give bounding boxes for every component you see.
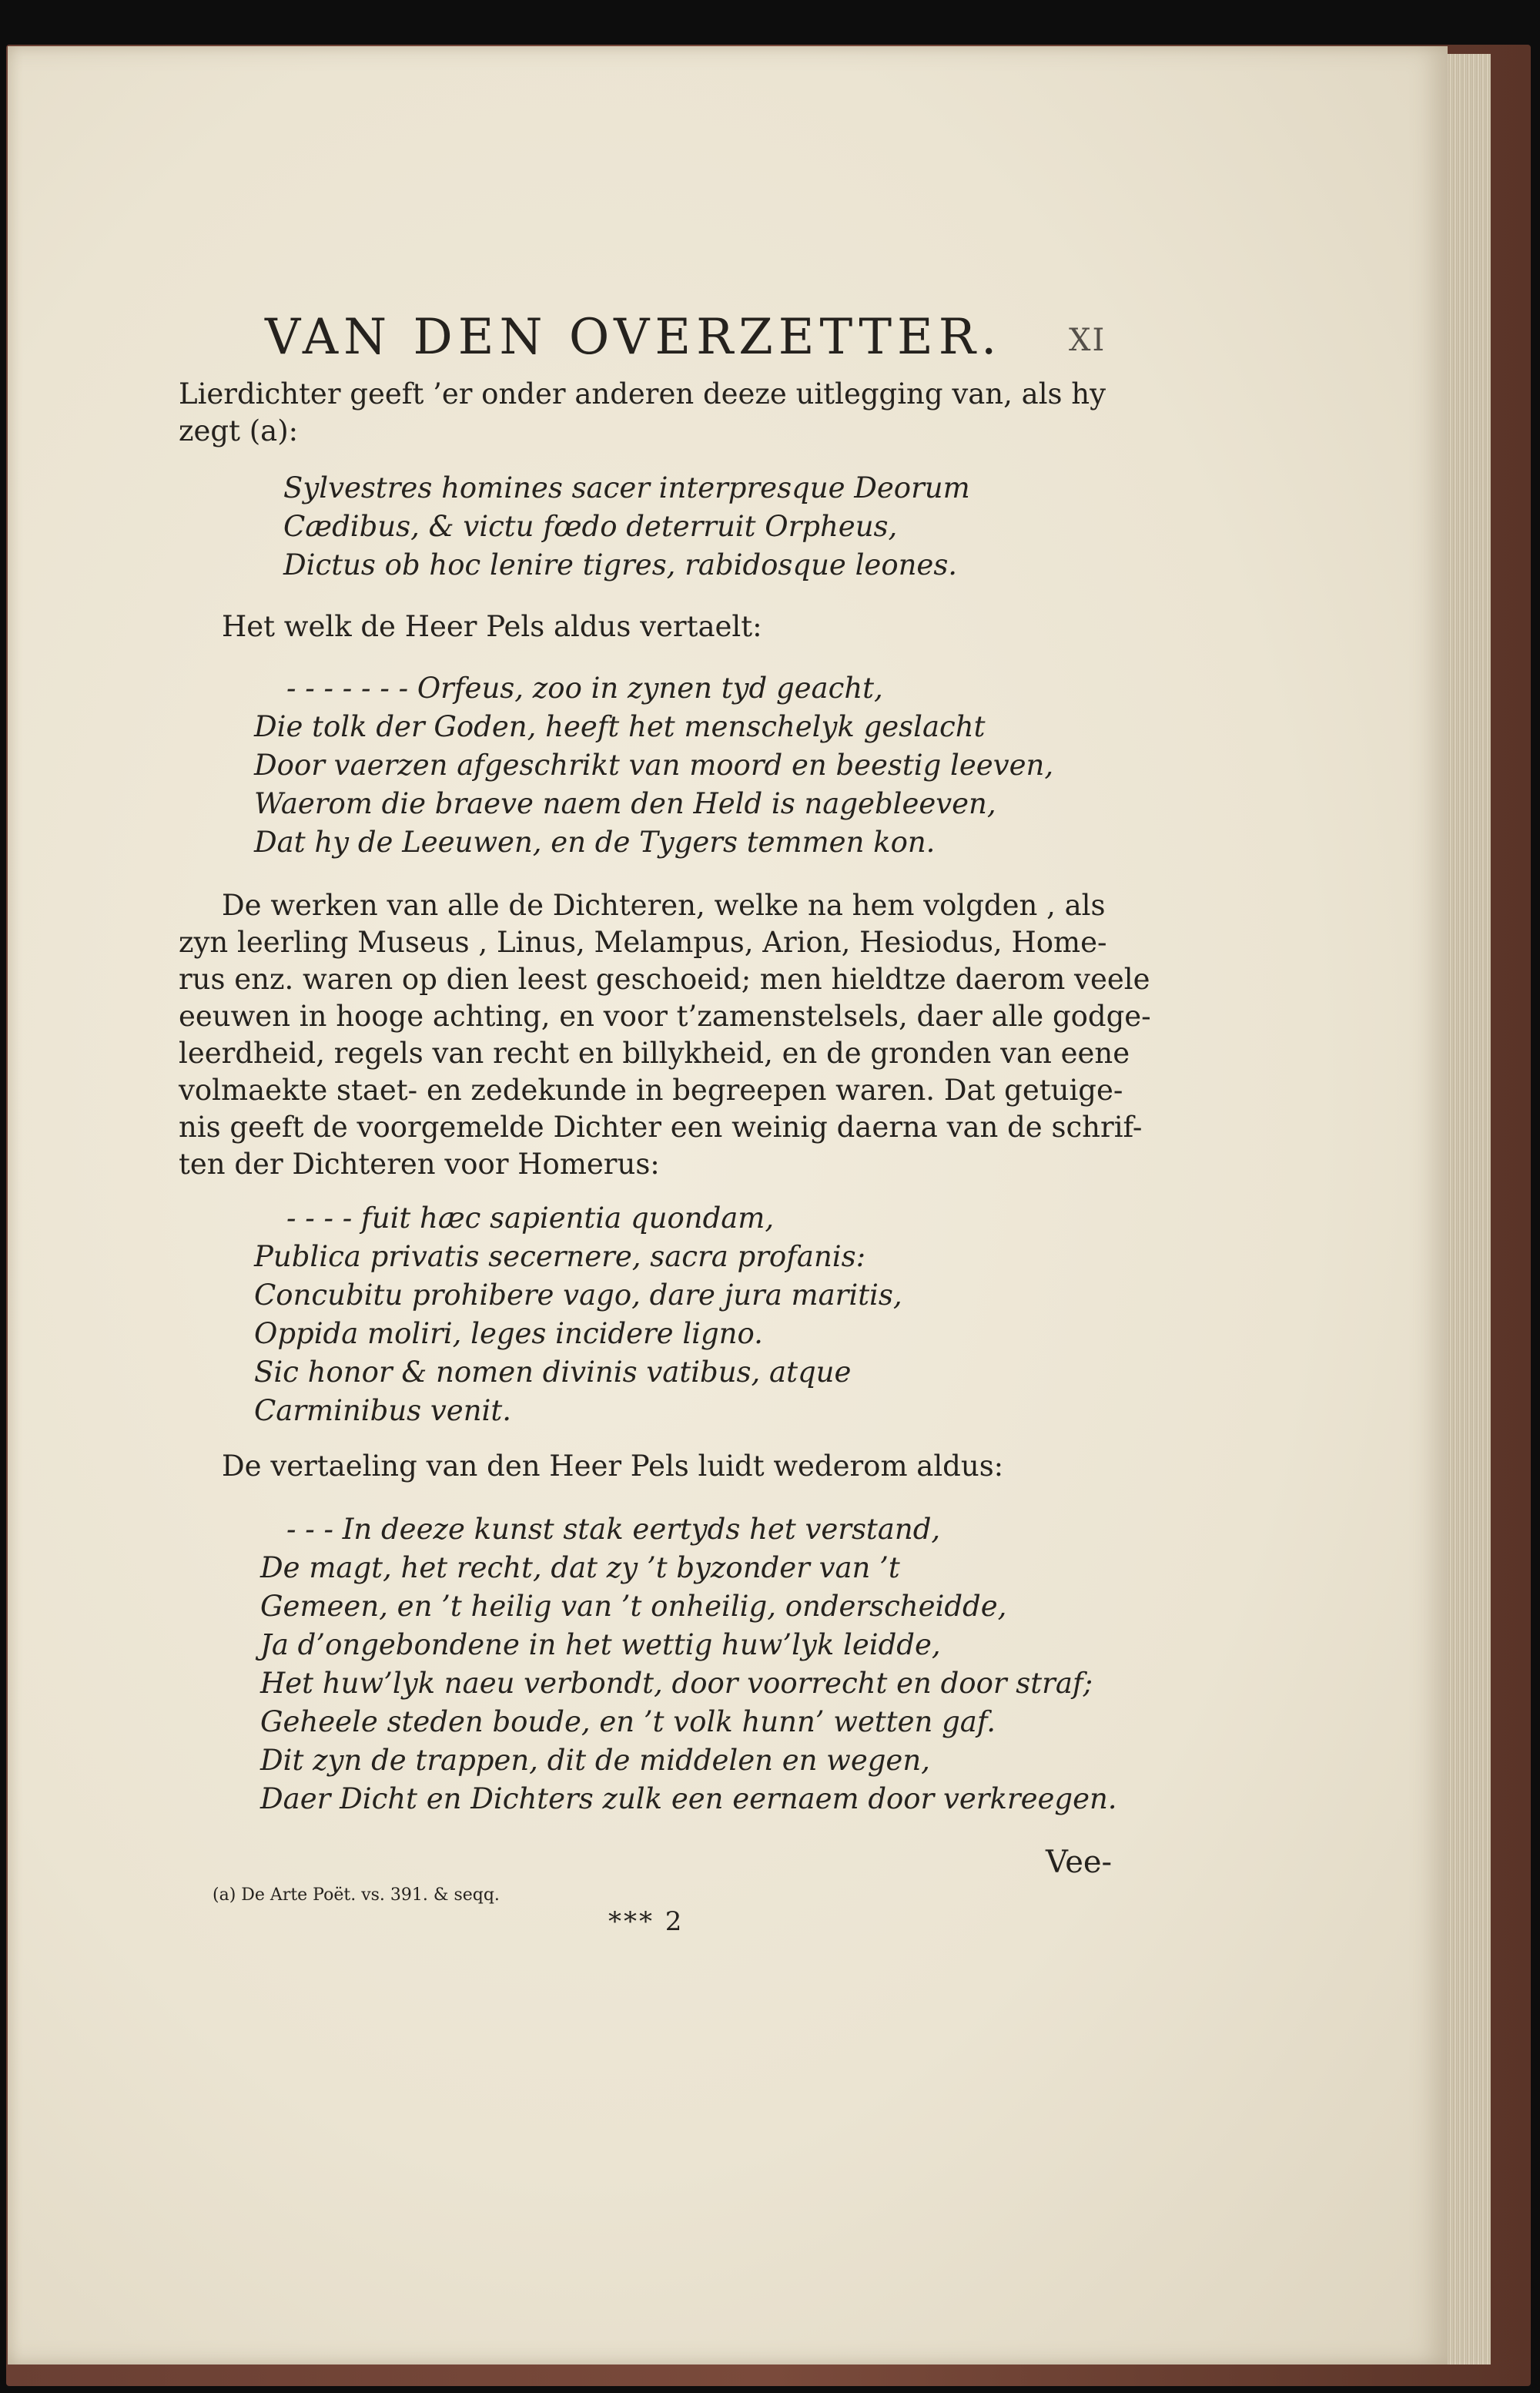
paragraph-line-7: nis geeft de voorgemelde Dichter een weinig daerna van de schrif- xyxy=(179,1111,1143,1144)
verse3-line-4: Oppida moliri, leges incidere ligno. xyxy=(254,1317,763,1350)
intro-line-2: zegt (a): xyxy=(179,414,299,447)
verse1-line-1: Sylvestres homines sacer interpresque Deorum xyxy=(283,471,970,504)
catchword: Vee- xyxy=(1046,1845,1113,1880)
verse3-line-5: Sic honor & nomen divinis vatibus, atque xyxy=(254,1356,852,1389)
verse3-line-1: - - - - fuit hæc sapientia quondam, xyxy=(286,1202,775,1235)
paragraph-line-1: De werken van alle de Dichteren, welke na hem volgden , als xyxy=(222,889,1106,922)
verse4-line-2: De magt, het recht, dat zy ’t byzonder van ’t xyxy=(260,1551,900,1584)
paragraph-line-2: zyn leerling Museus , Linus, Melampus, Arion, Hesiodus, Home- xyxy=(179,926,1107,959)
paragraph-line-8: ten der Dichteren voor Homerus: xyxy=(179,1148,660,1181)
verse1-line-3: Dictus ob hoc lenire tigres, rabidosque leones. xyxy=(283,548,958,581)
verse2-line-5: Dat hy de Leeuwen, en de Tygers temmen kon. xyxy=(254,826,936,859)
verse3-line-2: Publica privatis secernere, sacra profanis: xyxy=(254,1240,866,1273)
paragraph-line-3: rus enz. waren op dien leest geschoeid; men hieldtze daerom veele xyxy=(179,963,1150,996)
running-title: VAN DEN OVERZETTER. xyxy=(265,309,1003,366)
paragraph-line-5: leerdheid, regels van recht en billykheid, en de gronden van eene xyxy=(179,1037,1130,1070)
signature-mark: *** 2 xyxy=(608,1906,685,1937)
verse4-line-7: Dit zyn de trappen, dit de middelen en wegen, xyxy=(260,1744,930,1777)
verse4-line-6: Geheele steden boude, en ’t volk hunn’ wetten gaf. xyxy=(260,1705,996,1738)
verse2-line-1: - - - - - - - Orfeus, zoo in zynen tyd geacht, xyxy=(286,672,883,705)
paragraph-line-6: volmaekte staet- en zedekunde in begreepen waren. Dat getuige- xyxy=(179,1074,1123,1107)
verse3-line-3: Concubitu prohibere vago, dare jura maritis, xyxy=(254,1279,902,1312)
verse1-line-2: Cædibus, & victu fœdo deterruit Orpheus, xyxy=(283,510,898,543)
verse2-line-4: Waerom die braeve naem den Held is nagebleeven, xyxy=(254,787,996,820)
verse2-line-2: Die tolk der Goden, heeft het menschelyk geslacht xyxy=(254,710,986,743)
page-number: XI xyxy=(1069,323,1106,358)
verse4-line-3: Gemeen, en ’t heilig van ’t onheilig, onderscheidde, xyxy=(260,1590,1007,1623)
verse4-line-1: - - - In deeze kunst stak eertyds het verstand, xyxy=(286,1513,941,1546)
verse2-line-3: Door vaerzen afgeschrikt van moord en beestig leeven, xyxy=(254,749,1054,782)
verse4-line-8: Daer Dicht en Dichters zulk een eernaem door verkreegen. xyxy=(260,1782,1117,1815)
paragraph-line-4: eeuwen in hooge achting, en voor t’zamenstelsels, daer alle godge- xyxy=(179,1000,1151,1033)
verse4-line-4: Ja d’ongebondene in het wettig huw’lyk leidde, xyxy=(260,1628,941,1661)
intro-line-1: Lierdichter geeft ’er onder anderen deeze uitlegging van, als hy xyxy=(179,377,1106,411)
page-header xyxy=(0,307,1540,368)
verse3-line-6: Carminibus venit. xyxy=(254,1394,511,1427)
transition-1: Het welk de Heer Pels aldus vertaelt: xyxy=(222,610,762,643)
verse4-line-5: Het huw’lyk naeu verbondt, door voorrecht en door straf; xyxy=(260,1667,1093,1700)
footnote: (a) De Arte Poët. vs. 391. & seqq. xyxy=(213,1885,500,1905)
transition-2: De vertaeling van den Heer Pels luidt wederom aldus: xyxy=(222,1450,1004,1483)
